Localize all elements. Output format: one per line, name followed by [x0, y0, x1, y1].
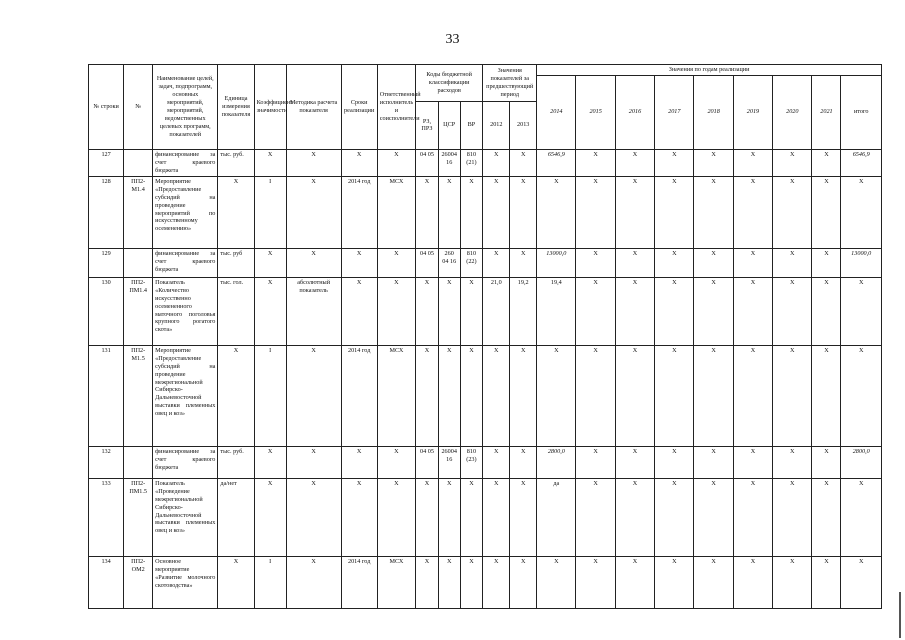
scan-edge-mark [899, 592, 901, 638]
cell-rz: Х [416, 478, 439, 556]
cell-row: 134 [89, 556, 124, 608]
cell-no: ПП2-М1.5 [124, 345, 153, 446]
cell-2020: Х [773, 277, 812, 345]
cell-total: Х [841, 478, 882, 556]
cell-2018: Х [694, 556, 733, 608]
cell-2014: 19,4 [537, 277, 576, 345]
col-2019: 2019 [733, 75, 772, 149]
cell-coef: Х [254, 149, 286, 176]
cell-2012: Х [483, 149, 510, 176]
cell-unit: тыс. руб [218, 248, 254, 277]
cell-method: абсолютный показатель [286, 277, 341, 345]
cell-2014: Х [537, 556, 576, 608]
cell-2013: Х [510, 478, 537, 556]
cell-row: 127 [89, 149, 124, 176]
cell-2019: Х [733, 149, 772, 176]
cell-resp: МСХ [377, 345, 415, 446]
table-row [89, 248, 882, 277]
cell-vr: Х [460, 345, 483, 446]
cell-vr: Х [460, 478, 483, 556]
cell-2015: Х [576, 176, 615, 248]
cell-unit: тыс. руб. [218, 149, 254, 176]
cell-2016: Х [615, 149, 654, 176]
cell-2012: 21,0 [483, 277, 510, 345]
cell-term: Х [341, 149, 377, 176]
cell-2019: Х [733, 478, 772, 556]
cell-2015: Х [576, 149, 615, 176]
cell-rz: Х [416, 277, 439, 345]
cell-2020: Х [773, 556, 812, 608]
cell-no: ПП2-ПМ1.5 [124, 478, 153, 556]
cell-2016: Х [615, 176, 654, 248]
cell-total: 13000,0 [841, 248, 882, 277]
cell-csr: Х [438, 478, 460, 556]
col-no: № [124, 65, 153, 150]
indicators-table [88, 64, 882, 609]
cell-method: Х [286, 345, 341, 446]
cell-2016: Х [615, 345, 654, 446]
cell-2018: Х [694, 446, 733, 478]
table-row [89, 277, 882, 345]
table-row [89, 345, 882, 446]
cell-csr: 260 04 16 [438, 248, 460, 277]
cell-coef: Х [254, 478, 286, 556]
cell-2018: Х [694, 277, 733, 345]
cell-name: финансирование за счет краевого бюджета [153, 248, 218, 277]
cell-name: Показатель «Проведение межрегиональной Сибирско-Дальневосточной выставки племенных овец и коз» [153, 478, 218, 556]
cell-2021: Х [812, 478, 841, 556]
cell-term: Х [341, 478, 377, 556]
cell-row: 133 [89, 478, 124, 556]
cell-2017: Х [655, 176, 694, 248]
cell-2015: Х [576, 446, 615, 478]
cell-vr: Х [460, 277, 483, 345]
cell-2013: Х [510, 345, 537, 446]
cell-rz: 04 05 [416, 149, 439, 176]
cell-rz: 04 05 [416, 446, 439, 478]
cell-rz: Х [416, 345, 439, 446]
cell-2014: 13000,0 [537, 248, 576, 277]
cell-row: 131 [89, 345, 124, 446]
cell-method: Х [286, 478, 341, 556]
table-row [89, 446, 882, 478]
cell-2015: Х [576, 556, 615, 608]
cell-2017: Х [655, 277, 694, 345]
col-budget-codes: Коды бюджетной классификации расходов [416, 65, 483, 102]
cell-method: Х [286, 149, 341, 176]
cell-coef: I [254, 345, 286, 446]
col-name: Наименование целей, задач, подпрограмм, основных мероприятий, мероприятий, ведомственных целевых программ, показателей [153, 65, 218, 150]
cell-method: Х [286, 446, 341, 478]
cell-row: 128 [89, 176, 124, 248]
cell-term: Х [341, 446, 377, 478]
col-csr: ЦСР [438, 101, 460, 149]
cell-2019: Х [733, 176, 772, 248]
cell-2012: Х [483, 248, 510, 277]
cell-2021: Х [812, 345, 841, 446]
cell-2020: Х [773, 248, 812, 277]
col-2012: 2012 [483, 101, 510, 149]
cell-name: Мероприятие «Предоставление субсидий на проведение межрегиональной Сибирско-Дальневосточной выставки племенных овец и коз» [153, 345, 218, 446]
cell-total: Х [841, 176, 882, 248]
cell-method: Х [286, 556, 341, 608]
cell-2021: Х [812, 446, 841, 478]
cell-row: 132 [89, 446, 124, 478]
cell-total: Х [841, 345, 882, 446]
cell-2012: Х [483, 556, 510, 608]
cell-coef: I [254, 556, 286, 608]
cell-2014: да [537, 478, 576, 556]
col-2021: 2021 [812, 75, 841, 149]
col-responsible: Ответственный исполнитель и соисполнители [377, 65, 415, 150]
cell-2019: Х [733, 446, 772, 478]
cell-name: финансирование за счет краевого бюджета [153, 446, 218, 478]
cell-2021: Х [812, 277, 841, 345]
cell-rz: Х [416, 176, 439, 248]
cell-2020: Х [773, 149, 812, 176]
cell-name: Показатель «Количество искусственно осемененного маточного поголовья крупного рогатого скота» [153, 277, 218, 345]
cell-name: финансирование за счет краевого бюджета [153, 149, 218, 176]
cell-2018: Х [694, 176, 733, 248]
cell-vr: 810 (21) [460, 149, 483, 176]
cell-2012: Х [483, 345, 510, 446]
cell-2018: Х [694, 248, 733, 277]
cell-2016: Х [615, 556, 654, 608]
col-rz: РЗ, ПРЗ [416, 101, 439, 149]
cell-csr: Х [438, 556, 460, 608]
cell-2014: Х [537, 176, 576, 248]
cell-term: Х [341, 248, 377, 277]
cell-coef: I [254, 176, 286, 248]
cell-2015: Х [576, 478, 615, 556]
cell-2018: Х [694, 345, 733, 446]
col-2017: 2017 [655, 75, 694, 149]
cell-2020: Х [773, 478, 812, 556]
cell-2020: Х [773, 446, 812, 478]
cell-unit: Х [218, 345, 254, 446]
cell-no: ПП2-М1.4 [124, 176, 153, 248]
cell-2016: Х [615, 277, 654, 345]
cell-2017: Х [655, 149, 694, 176]
col-prev-period: Значения показателей за предшествующий период [483, 65, 537, 102]
cell-no: ПП2-ПМ1.4 [124, 277, 153, 345]
col-total: итого [841, 75, 882, 149]
col-coef: Коэффициент значимости [254, 65, 286, 150]
col-2013: 2013 [510, 101, 537, 149]
cell-2021: Х [812, 556, 841, 608]
cell-2014: 6546,9 [537, 149, 576, 176]
table-row [89, 176, 882, 248]
col-2020: 2020 [773, 75, 812, 149]
cell-csr: Х [438, 277, 460, 345]
cell-coef: Х [254, 446, 286, 478]
col-method: Методика расчета показателя [286, 65, 341, 150]
cell-method: Х [286, 176, 341, 248]
cell-term: 2014 год [341, 345, 377, 446]
cell-vr: Х [460, 556, 483, 608]
cell-2016: Х [615, 478, 654, 556]
cell-name: Мероприятие «Предоставление субсидий на проведение мероприятий по искусственному осеменению» [153, 176, 218, 248]
col-vr: ВР [460, 101, 483, 149]
cell-total: 6546,9 [841, 149, 882, 176]
col-row-no: № строки [89, 65, 124, 150]
cell-unit: тыс. гол. [218, 277, 254, 345]
cell-csr: 26004 16 [438, 149, 460, 176]
cell-no [124, 248, 153, 277]
cell-unit: Х [218, 556, 254, 608]
cell-name: Основное мероприятие «Развитие молочного скотоводства» [153, 556, 218, 608]
cell-unit: тыс. руб. [218, 446, 254, 478]
cell-rz: Х [416, 556, 439, 608]
cell-2017: Х [655, 556, 694, 608]
cell-2020: Х [773, 345, 812, 446]
cell-unit: да/нет [218, 478, 254, 556]
col-2014: 2014 [537, 75, 576, 149]
cell-total: Х [841, 556, 882, 608]
table-row [89, 478, 882, 556]
cell-resp: Х [377, 446, 415, 478]
page-number: 33 [445, 32, 460, 47]
cell-method: Х [286, 248, 341, 277]
table-row [89, 556, 882, 608]
cell-2017: Х [655, 248, 694, 277]
cell-2018: Х [694, 478, 733, 556]
cell-2015: Х [576, 248, 615, 277]
cell-2017: Х [655, 345, 694, 446]
cell-csr: 26004 16 [438, 446, 460, 478]
cell-coef: Х [254, 248, 286, 277]
cell-resp: МСХ [377, 556, 415, 608]
cell-coef: Х [254, 277, 286, 345]
cell-2016: Х [615, 446, 654, 478]
cell-2013: Х [510, 176, 537, 248]
cell-2017: Х [655, 446, 694, 478]
cell-2014: Х [537, 345, 576, 446]
cell-2019: Х [733, 277, 772, 345]
cell-resp: Х [377, 149, 415, 176]
cell-vr: Х [460, 176, 483, 248]
col-term: Сроки реализации [341, 65, 377, 150]
cell-row: 129 [89, 248, 124, 277]
cell-2014: 2800,0 [537, 446, 576, 478]
cell-total: 2800,0 [841, 446, 882, 478]
cell-no [124, 149, 153, 176]
col-2018: 2018 [694, 75, 733, 149]
cell-2019: Х [733, 556, 772, 608]
cell-resp: Х [377, 277, 415, 345]
cell-2020: Х [773, 176, 812, 248]
col-2016: 2016 [615, 75, 654, 149]
cell-unit: Х [218, 176, 254, 248]
cell-2021: Х [812, 248, 841, 277]
cell-2013: Х [510, 556, 537, 608]
cell-no: ПП2-ОМ2 [124, 556, 153, 608]
cell-csr: Х [438, 176, 460, 248]
cell-resp: МСХ [377, 176, 415, 248]
cell-2013: Х [510, 149, 537, 176]
cell-2012: Х [483, 176, 510, 248]
col-unit: Единица измерения показателя [218, 65, 254, 150]
cell-term: 2014 год [341, 176, 377, 248]
cell-2012: Х [483, 478, 510, 556]
cell-2019: Х [733, 248, 772, 277]
table-row [89, 149, 882, 176]
cell-2012: Х [483, 446, 510, 478]
cell-2013: Х [510, 446, 537, 478]
cell-2021: Х [812, 149, 841, 176]
cell-rz: 04 05 [416, 248, 439, 277]
col-years-group: Значения по годам реализации [537, 65, 882, 76]
cell-resp: Х [377, 248, 415, 277]
col-2015: 2015 [576, 75, 615, 149]
cell-2019: Х [733, 345, 772, 446]
cell-no [124, 446, 153, 478]
cell-total: Х [841, 277, 882, 345]
cell-vr: 810 (23) [460, 446, 483, 478]
cell-resp: Х [377, 478, 415, 556]
cell-2016: Х [615, 248, 654, 277]
cell-2021: Х [812, 176, 841, 248]
cell-row: 130 [89, 277, 124, 345]
cell-2013: Х [510, 248, 537, 277]
cell-2018: Х [694, 149, 733, 176]
cell-2015: Х [576, 345, 615, 446]
cell-term: Х [341, 277, 377, 345]
cell-csr: Х [438, 345, 460, 446]
cell-2015: Х [576, 277, 615, 345]
cell-vr: 810 (22) [460, 248, 483, 277]
cell-2013: 19,2 [510, 277, 537, 345]
cell-2017: Х [655, 478, 694, 556]
cell-term: 2014 год [341, 556, 377, 608]
